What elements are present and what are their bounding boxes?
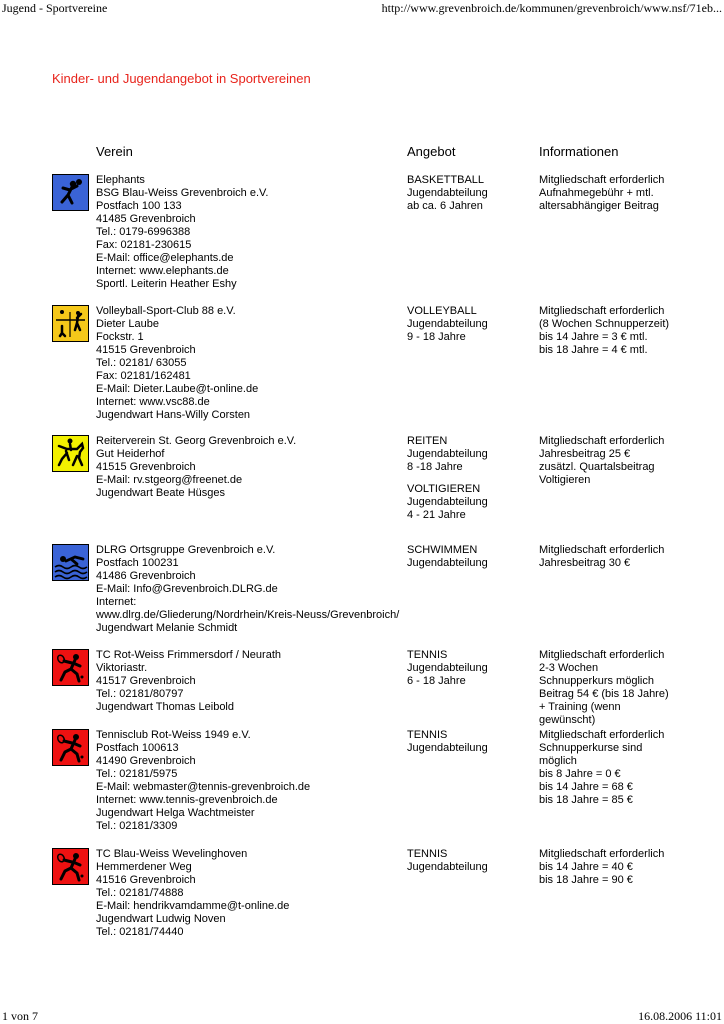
text-line: VOLTIGIEREN bbox=[407, 483, 481, 495]
text-line: Sportl. Leiterin Heather Eshy bbox=[96, 278, 237, 290]
text-line: BASKETTBALL bbox=[407, 174, 485, 186]
text-line: Reiterverein St. Georg Grevenbroich e.V. bbox=[96, 435, 297, 447]
text-line: Postfach 100231 bbox=[96, 557, 179, 569]
text-line: 41517 Grevenbroich bbox=[96, 675, 196, 687]
club-details bbox=[96, 435, 416, 500]
text-line: bis 18 Jahre = 4 € mtl. bbox=[539, 344, 648, 356]
text-line: Fockstr. 1 bbox=[96, 331, 144, 343]
text-line: Jugendabteilung bbox=[407, 318, 488, 330]
text-line: Mitgliedschaft erforderlich bbox=[539, 174, 665, 186]
page-footer bbox=[2, 1009, 722, 1023]
text-line: Jugendabteilung bbox=[407, 662, 488, 674]
text-line: VOLLEYBALL bbox=[407, 305, 477, 317]
contact-link[interactable]: E-Mail: hendrikvamdamme@t-online.de bbox=[96, 900, 290, 912]
contact-link[interactable]: E-Mail: Info@Grevenbroich.DLRG.de bbox=[96, 583, 278, 595]
text-line: möglich bbox=[539, 755, 577, 767]
text-line: SCHWIMMEN bbox=[407, 544, 478, 556]
club-offer bbox=[407, 435, 532, 522]
header-title: Jugend - Sportvereine bbox=[2, 1, 108, 15]
swimming-icon bbox=[52, 544, 89, 581]
text-line: Jugendabteilung bbox=[407, 557, 488, 569]
contact-link[interactable]: E-Mail: Dieter.Laube@t-online.de bbox=[96, 383, 259, 395]
text-line: TENNIS bbox=[407, 649, 448, 661]
text-line: TENNIS bbox=[407, 848, 448, 860]
club-offer bbox=[407, 729, 532, 755]
text-line: TC Rot-Weiss Frimmersdorf / Neurath bbox=[96, 649, 281, 661]
horse-riding-icon bbox=[52, 435, 89, 472]
club-information bbox=[539, 174, 719, 213]
spacer bbox=[407, 474, 532, 483]
text-line: Fax: 02181-230615 bbox=[96, 239, 192, 251]
tennis-icon bbox=[52, 649, 89, 686]
text-line: DLRG Ortsgruppe Grevenbroich e.V. bbox=[96, 544, 276, 556]
text-line: 41516 Grevenbroich bbox=[96, 874, 196, 886]
text-line: altersabhängiger Beitrag bbox=[539, 200, 659, 212]
text-line: Jugendwart Hans-Willy Corsten bbox=[96, 409, 251, 421]
text-line: bis 18 Jahre = 85 € bbox=[539, 794, 633, 806]
club-details bbox=[96, 305, 416, 422]
text-line: 41515 Grevenbroich bbox=[96, 461, 196, 473]
text-line: Postfach 100613 bbox=[96, 742, 179, 754]
text-line: ab ca. 6 Jahren bbox=[407, 200, 483, 212]
text-line: TENNIS bbox=[407, 729, 448, 741]
text-line: Tel.: 02181/74888 bbox=[96, 887, 184, 899]
club-information bbox=[539, 544, 719, 570]
text-line: Jahresbeitrag 30 € bbox=[539, 557, 631, 569]
club-details bbox=[96, 848, 416, 939]
text-line: Jahresbeitrag 25 € bbox=[539, 448, 631, 460]
text-line: Mitgliedschaft erforderlich bbox=[539, 649, 665, 661]
text-line: Jugendabteilung bbox=[407, 861, 488, 873]
text-line: Mitgliedschaft erforderlich bbox=[539, 729, 665, 741]
contact-link[interactable]: E-Mail: office@elephants.de bbox=[96, 252, 234, 264]
text-line: (8 Wochen Schnupperzeit) bbox=[539, 318, 670, 330]
text-line: 2-3 Wochen bbox=[539, 662, 599, 674]
contact-link[interactable]: www.dlrg.de/Gliederung/Nordrhein/Kreis-Neuss/Grevenbroich/ bbox=[96, 609, 400, 621]
text-line: + Training (wenn bbox=[539, 701, 621, 713]
text-line: Jugendwart Ludwig Noven bbox=[96, 913, 226, 925]
club-details bbox=[96, 174, 416, 291]
print-timestamp: 16.08.2006 11:01 bbox=[638, 1009, 722, 1023]
text-line: Jugendwart Helga Wachtmeister bbox=[96, 807, 255, 819]
text-line: Jugendabteilung bbox=[407, 742, 488, 754]
contact-link[interactable]: Internet: bbox=[96, 596, 137, 608]
club-details bbox=[96, 729, 416, 833]
text-line: 41515 Grevenbroich bbox=[96, 344, 196, 356]
text-line: bis 8 Jahre = 0 € bbox=[539, 768, 621, 780]
text-line: bis 14 Jahre = 68 € bbox=[539, 781, 633, 793]
text-line: 4 - 21 Jahre bbox=[407, 509, 466, 521]
contact-link[interactable]: E-Mail: rv.stgeorg@freenet.de bbox=[96, 474, 243, 486]
text-line: Mitgliedschaft erforderlich bbox=[539, 848, 665, 860]
text-line: Jugendwart Thomas Leibold bbox=[96, 701, 234, 713]
club-offer bbox=[407, 649, 532, 688]
basketball-icon bbox=[52, 174, 89, 211]
text-line: Fax: 02181/162481 bbox=[96, 370, 191, 382]
text-line: REITEN bbox=[407, 435, 448, 447]
club-information bbox=[539, 305, 719, 357]
text-line: Jugendwart Beate Hüsges bbox=[96, 487, 226, 499]
text-line: Elephants bbox=[96, 174, 145, 186]
text-line: Tel.: 0179-6996388 bbox=[96, 226, 191, 238]
text-line: Mitgliedschaft erforderlich bbox=[539, 435, 665, 447]
text-line: Jugendabteilung bbox=[407, 448, 488, 460]
text-line: gewünscht) bbox=[539, 714, 596, 726]
text-line: Voltigieren bbox=[539, 474, 591, 486]
tennis-icon bbox=[52, 848, 89, 885]
tennis-icon bbox=[52, 729, 89, 766]
text-line: Gut Heiderhof bbox=[96, 448, 165, 460]
text-line: Tel.: 02181/ 63055 bbox=[96, 357, 187, 369]
volleyball-icon bbox=[52, 305, 89, 342]
header-url[interactable]: http://www.grevenbroich.de/kommunen/grevenbroich/www.nsf/71eb... bbox=[381, 1, 722, 15]
text-line: TC Blau-Weiss Wevelinghoven bbox=[96, 848, 248, 860]
column-header-angebot: Angebot bbox=[407, 144, 456, 159]
text-line: 8 -18 Jahre bbox=[407, 461, 463, 473]
page-header bbox=[2, 1, 722, 15]
page-title: Kinder- und Jugendangebot in Sportvereinen bbox=[52, 71, 311, 86]
text-line: Tel.: 02181/74440 bbox=[96, 926, 184, 938]
text-line: 41485 Grevenbroich bbox=[96, 213, 196, 225]
text-line: Jugendabteilung bbox=[407, 496, 488, 508]
club-offer bbox=[407, 544, 532, 570]
text-line: Postfach 100 133 bbox=[96, 200, 182, 212]
text-line: BSG Blau-Weiss Grevenbroich e.V. bbox=[96, 187, 269, 199]
text-line: Aufnahmegebühr + mtl. bbox=[539, 187, 654, 199]
page-number: 1 von 7 bbox=[2, 1009, 38, 1023]
text-line: Jugendwart Melanie Schmidt bbox=[96, 622, 238, 634]
club-information bbox=[539, 848, 719, 887]
text-line: Mitgliedschaft erforderlich bbox=[539, 544, 665, 556]
club-information bbox=[539, 435, 719, 487]
contact-link[interactable]: E-Mail: webmaster@tennis-grevenbroich.de bbox=[96, 781, 311, 793]
contact-link[interactable]: Internet: www.tennis-grevenbroich.de bbox=[96, 794, 278, 806]
column-header-informationen: Informationen bbox=[539, 144, 619, 159]
text-line: zusätzl. Quartalsbeitrag bbox=[539, 461, 655, 473]
text-line: 9 - 18 Jahre bbox=[407, 331, 466, 343]
text-line: bis 14 Jahre = 40 € bbox=[539, 861, 633, 873]
text-line: Mitgliedschaft erforderlich bbox=[539, 305, 665, 317]
text-line: Jugendabteilung bbox=[407, 187, 488, 199]
text-line: bis 18 Jahre = 90 € bbox=[539, 874, 633, 886]
club-offer bbox=[407, 305, 532, 344]
column-header-verein: Verein bbox=[96, 144, 133, 159]
club-offer bbox=[407, 848, 532, 874]
text-line: Beitrag 54 € (bis 18 Jahre) bbox=[539, 688, 669, 700]
club-information bbox=[539, 729, 719, 807]
club-information bbox=[539, 649, 719, 727]
text-line: Tel.: 02181/5975 bbox=[96, 768, 178, 780]
text-line: Dieter Laube bbox=[96, 318, 159, 330]
text-line: Tel.: 02181/3309 bbox=[96, 820, 178, 832]
club-details bbox=[96, 544, 416, 635]
text-line: Hemmerdener Weg bbox=[96, 861, 192, 873]
text-line: Viktoriastr. bbox=[96, 662, 148, 674]
club-details bbox=[96, 649, 416, 714]
text-line: bis 14 Jahre = 3 € mtl. bbox=[539, 331, 648, 343]
text-line: 41486 Grevenbroich bbox=[96, 570, 196, 582]
text-line: 6 - 18 Jahre bbox=[407, 675, 466, 687]
text-line: Tel.: 02181/80797 bbox=[96, 688, 184, 700]
text-line: Tennisclub Rot-Weiss 1949 e.V. bbox=[96, 729, 251, 741]
text-line: Volleyball-Sport-Club 88 e.V. bbox=[96, 305, 236, 317]
text-line: Schnupperkurs möglich bbox=[539, 675, 654, 687]
text-line: Schnupperkurse sind bbox=[539, 742, 643, 754]
contact-link[interactable]: Internet: www.vsc88.de bbox=[96, 396, 210, 408]
text-line: 41490 Grevenbroich bbox=[96, 755, 196, 767]
club-offer bbox=[407, 174, 532, 213]
contact-link[interactable]: Internet: www.elephants.de bbox=[96, 265, 229, 277]
